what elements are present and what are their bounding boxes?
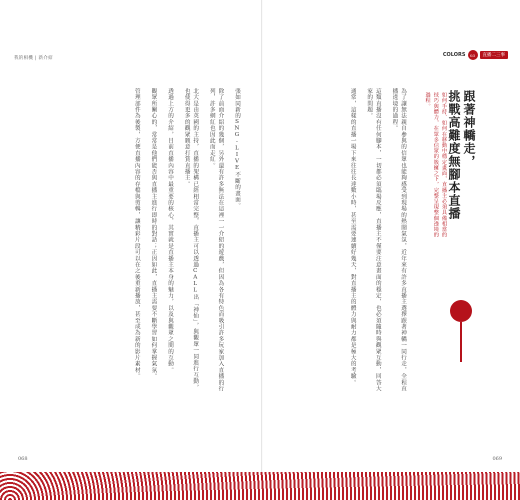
headline-line: 挑戰高難度無腳本直播 <box>447 90 461 220</box>
paragraph: 觀眾所關心的，常常是他們能否與直播主進行即時的對話；正因如此，直播主需要不斷學習如何掌握氣氛。 <box>150 88 157 380</box>
paragraph: 透過上方的介紹，目前直播內容中最重要的核心，其實就是直播主本身的魅力，以及與觀眾之間的互動。 <box>167 88 174 374</box>
paragraph: 通常，這樣的直播一場下來往往長達數小時，甚至需要連續好幾天，對直播主的體力與耐力都是極大的考驗。 <box>349 88 356 386</box>
tassel-icon <box>460 322 462 362</box>
paragraph: 張如同新的SNG-LIVE不斷的畫面。 <box>234 88 240 209</box>
article-headline <box>446 90 476 290</box>
right-page <box>263 0 520 500</box>
page-number-right: 069 <box>492 456 502 462</box>
section-badge <box>443 50 508 60</box>
paragraph: 這類直播沒有任何腳本，一切都必須臨場反應，直播主不僅要注意畫面的穩定，也必須隨時與觀眾互動，回答大家的問題。 <box>366 88 381 392</box>
running-head: 我的相機 | 新介紹 <box>14 56 53 61</box>
headline-line: 跟著神轎走， <box>462 90 476 168</box>
paragraph: 管理部件為後製，方便直播內容的存檔與剪輯，讓精彩片段可以在之後重新播放，甚至成為新的影片素材。 <box>133 88 140 380</box>
badge-label: 直播二三事 <box>480 51 509 59</box>
paragraph: 北大是由英國的主持，直播的架構已經相當完整，直播主可以透過CALL出「神仙」，與觀眾一同進行互動，也使得更多的觀眾願意打賞直播主。 <box>183 88 199 391</box>
article-intro: 如何手持、如何在移動中穩定畫面，直播主必須具備相當的技巧與體力，在眾多信眾的簇擁之下，完整呈現整個遶境的過程。 <box>424 92 447 238</box>
badge-word: COLORS <box>442 52 466 58</box>
red-knot-ornament-icon <box>450 300 472 322</box>
red-wave-pattern-bottom <box>0 472 520 500</box>
badge-circle: 03 <box>468 50 478 60</box>
left-body-text <box>21 88 241 393</box>
page-number-left: 068 <box>18 456 28 462</box>
paragraph: 為了讓無法親自參與的信眾也能夠感受到現場的熱鬧氣氛，近年來有許多直播主選擇跟著神轎一同行走，全程直播遶境的過程。 <box>391 88 406 392</box>
paragraph: 除了前面介紹的幾個，另外還有許多無法在這裡一一介紹的遊戲，但因為各有特色而吸引許多玩家加入直播的行列，許多網紅也因此而走紅。 <box>208 88 224 392</box>
right-body-text <box>275 88 407 393</box>
